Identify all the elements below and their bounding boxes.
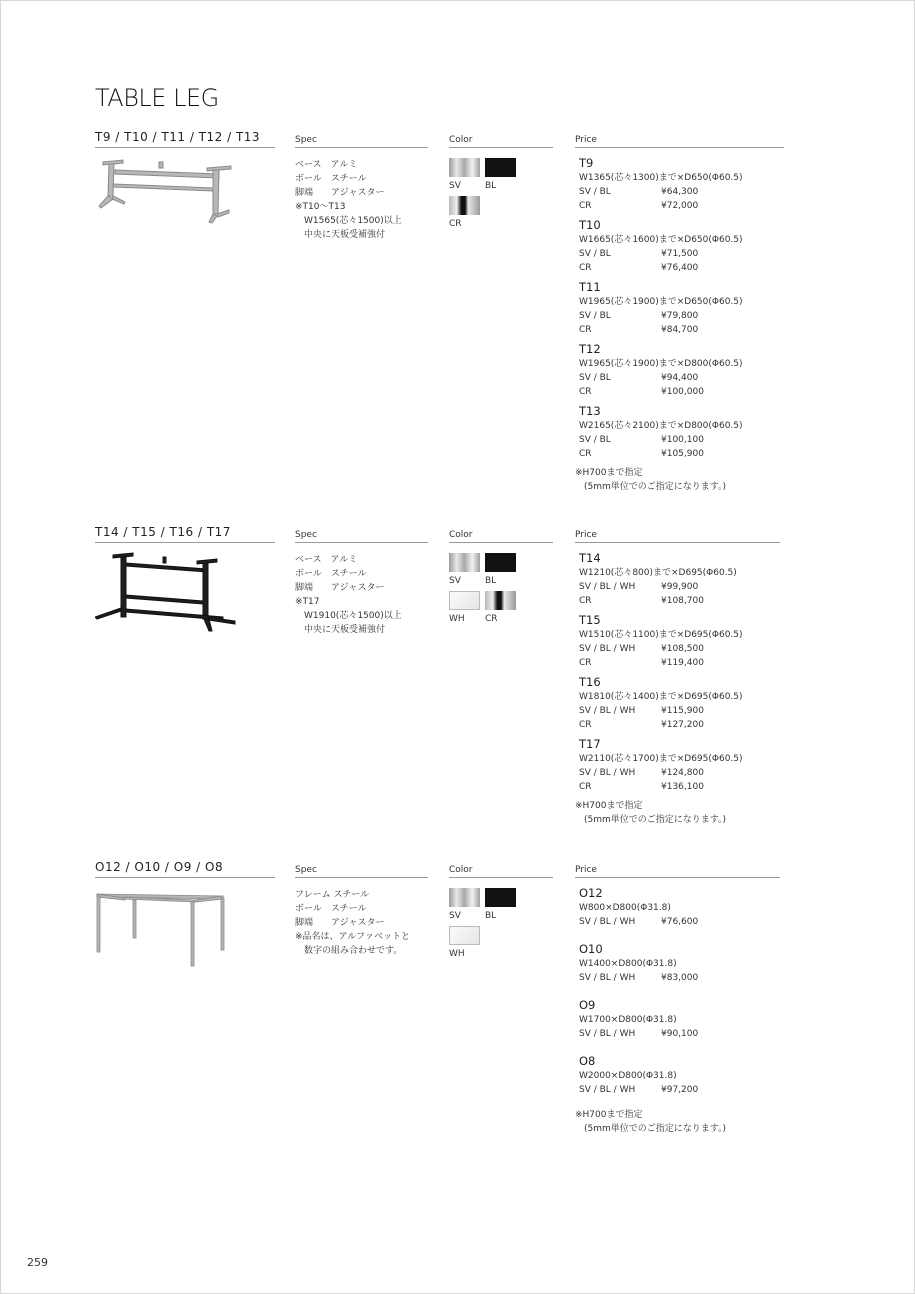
height-note: ※H700まで指定 (5mm単位でのご指定になります。) <box>575 801 727 825</box>
model-name: T15 <box>579 613 601 627</box>
finish-label: SV / BL <box>579 249 611 259</box>
page-number: 259 <box>27 1256 48 1269</box>
model-size: W2110(芯々1700)まで×D695(Φ60.5) <box>579 754 743 764</box>
price-value: ¥84,700 <box>661 325 699 335</box>
model-block <box>579 342 789 399</box>
height-note: ※H700まで指定 (5mm単位でのご指定になります。) <box>575 468 727 492</box>
swatch-label: WH <box>449 949 465 959</box>
finish-label: SV / BL / WH <box>579 706 636 716</box>
price-row <box>579 447 789 461</box>
finish-label: CR <box>579 596 592 606</box>
swatch-sv <box>449 158 480 177</box>
model-name: T13 <box>579 404 601 418</box>
swatch-label: BL <box>485 576 497 586</box>
price-header: Price <box>575 135 597 145</box>
spec-text: ベース アルミ ボール スチール 脚端 アジャスター ※T10〜T13 W1565(芯々1500)以上 中央に天板受補強付 <box>295 160 402 240</box>
model-block <box>579 886 789 929</box>
divider <box>575 542 780 543</box>
model-size: W1400×D800(Φ31.8) <box>579 959 677 969</box>
model-block <box>579 1054 789 1097</box>
model-name: T14 <box>579 551 601 565</box>
swatch-bl <box>485 553 516 572</box>
price-row <box>579 971 789 985</box>
price-value: ¥94,400 <box>661 373 699 383</box>
swatch-label: SV <box>449 576 461 586</box>
section-title: O12 / O10 / O9 / O8 <box>95 860 224 874</box>
divider <box>449 542 553 543</box>
finish-label: CR <box>579 201 592 211</box>
color-header: Color <box>449 865 473 875</box>
price-value: ¥83,000 <box>661 973 699 983</box>
model-size: W1810(芯々1400)まで×D695(Φ60.5) <box>579 692 743 702</box>
model-block <box>579 156 789 213</box>
finish-label: SV / BL / WH <box>579 768 636 778</box>
model-size: W1965(芯々1900)まで×D800(Φ60.5) <box>579 359 743 369</box>
section-o-series <box>95 860 795 1150</box>
model-name: T9 <box>579 156 594 170</box>
spec-header: Spec <box>295 530 317 540</box>
divider <box>295 542 428 543</box>
swatch-label: SV <box>449 181 461 191</box>
price-row <box>579 656 789 670</box>
finish-label: SV / BL <box>579 435 611 445</box>
swatch-sv <box>449 553 480 572</box>
divider <box>575 877 780 878</box>
finish-label: SV / BL / WH <box>579 1085 636 1095</box>
divider <box>95 147 275 148</box>
table-leg-o-series-illustration <box>95 890 227 970</box>
model-name: T17 <box>579 737 601 751</box>
price-row <box>579 580 789 594</box>
model-size: W1965(芯々1900)まで×D650(Φ60.5) <box>579 297 743 307</box>
swatch-label: BL <box>485 181 497 191</box>
price-value: ¥71,500 <box>661 249 699 259</box>
model-block <box>579 675 789 732</box>
price-value: ¥72,000 <box>661 201 699 211</box>
spec-text: ベース アルミ ボール スチール 脚端 アジャスター ※T17 W1910(芯々1500)以上 中央に天板受補強付 <box>295 555 402 635</box>
finish-label: SV / BL / WH <box>579 917 636 927</box>
price-row <box>579 309 789 323</box>
color-header: Color <box>449 530 473 540</box>
model-name: T12 <box>579 342 601 356</box>
model-name: T11 <box>579 280 601 294</box>
price-row <box>579 718 789 732</box>
price-value: ¥100,000 <box>661 387 704 397</box>
model-block <box>579 942 789 985</box>
page-title: TABLE LEG <box>95 84 219 112</box>
swatch-cr <box>449 196 480 215</box>
price-header: Price <box>575 865 597 875</box>
model-size: W800×D800(Φ31.8) <box>579 903 671 913</box>
price-value: ¥127,200 <box>661 720 704 730</box>
price-row <box>579 247 789 261</box>
model-name: O10 <box>579 942 603 956</box>
table-leg-t-series-illustration <box>95 158 235 230</box>
finish-label: SV / BL <box>579 311 611 321</box>
spec-header: Spec <box>295 135 317 145</box>
finish-label: CR <box>579 387 592 397</box>
divider <box>95 877 275 878</box>
model-size: W1665(芯々1600)まで×D650(Φ60.5) <box>579 235 743 245</box>
finish-label: SV / BL / WH <box>579 582 636 592</box>
price-row <box>579 385 789 399</box>
price-value: ¥79,800 <box>661 311 699 321</box>
model-block <box>579 280 789 337</box>
model-block <box>579 737 789 794</box>
price-row <box>579 766 789 780</box>
finish-label: SV / BL / WH <box>579 1029 636 1039</box>
price-row <box>579 594 789 608</box>
model-size: W1510(芯々1100)まで×D695(Φ60.5) <box>579 630 743 640</box>
finish-label: CR <box>579 325 592 335</box>
price-value: ¥97,200 <box>661 1085 699 1095</box>
price-row <box>579 1083 789 1097</box>
model-block <box>579 998 789 1041</box>
divider <box>95 542 275 543</box>
finish-label: CR <box>579 720 592 730</box>
finish-label: SV / BL <box>579 373 611 383</box>
divider <box>449 877 553 878</box>
price-row <box>579 433 789 447</box>
price-value: ¥99,900 <box>661 582 699 592</box>
model-name: T10 <box>579 218 601 232</box>
price-row <box>579 642 789 656</box>
price-value: ¥115,900 <box>661 706 704 716</box>
swatch-cr <box>485 591 516 610</box>
finish-label: SV / BL <box>579 187 611 197</box>
finish-label: CR <box>579 782 592 792</box>
price-row <box>579 1027 789 1041</box>
finish-label: CR <box>579 658 592 668</box>
model-block <box>579 218 789 275</box>
swatch-label: CR <box>449 219 462 229</box>
model-size: W1365(芯々1300)まで×D650(Φ60.5) <box>579 173 743 183</box>
swatch-label: CR <box>485 614 498 624</box>
model-size: W2165(芯々2100)まで×D800(Φ60.5) <box>579 421 743 431</box>
price-row <box>579 185 789 199</box>
price-row <box>579 323 789 337</box>
swatch-label: WH <box>449 614 465 624</box>
price-value: ¥136,100 <box>661 782 704 792</box>
finish-label: SV / BL / WH <box>579 973 636 983</box>
price-header: Price <box>575 530 597 540</box>
finish-label: CR <box>579 263 592 273</box>
swatch-label: SV <box>449 911 461 921</box>
finish-label: SV / BL / WH <box>579 644 636 654</box>
spec-text: フレーム スチール ボール スチール 脚端 アジャスター ※品名は、アルファベットと 数字の組み合わせです。 <box>295 890 411 956</box>
section-title: T9 / T10 / T11 / T12 / T13 <box>95 130 261 144</box>
price-row <box>579 780 789 794</box>
divider <box>295 877 428 878</box>
price-row <box>579 915 789 929</box>
color-header: Color <box>449 135 473 145</box>
swatch-bl <box>485 888 516 907</box>
divider <box>449 147 553 148</box>
swatch-wh <box>449 926 480 945</box>
model-block <box>579 551 789 608</box>
model-name: O9 <box>579 998 596 1012</box>
model-name: O12 <box>579 886 603 900</box>
price-value: ¥108,700 <box>661 596 704 606</box>
model-size: W2000×D800(Φ31.8) <box>579 1071 677 1081</box>
price-row <box>579 261 789 275</box>
price-value: ¥76,400 <box>661 263 699 273</box>
divider <box>295 147 428 148</box>
table-leg-t14-illustration <box>95 551 237 635</box>
swatch-wh <box>449 591 480 610</box>
price-value: ¥64,300 <box>661 187 699 197</box>
model-size: W1210(芯々800)まで×D695(Φ60.5) <box>579 568 737 578</box>
price-value: ¥76,600 <box>661 917 699 927</box>
price-value: ¥105,900 <box>661 449 704 459</box>
section-t14-t17 <box>95 525 795 845</box>
model-block <box>579 613 789 670</box>
spec-header: Spec <box>295 865 317 875</box>
swatch-bl <box>485 158 516 177</box>
swatch-sv <box>449 888 480 907</box>
price-value: ¥119,400 <box>661 658 704 668</box>
height-note: ※H700まで指定 (5mm単位でのご指定になります。) <box>575 1110 727 1134</box>
swatch-label: BL <box>485 911 497 921</box>
price-row <box>579 371 789 385</box>
price-value: ¥90,100 <box>661 1029 699 1039</box>
price-row <box>579 704 789 718</box>
model-name: T16 <box>579 675 601 689</box>
section-title: T14 / T15 / T16 / T17 <box>95 525 231 539</box>
model-name: O8 <box>579 1054 596 1068</box>
price-value: ¥124,800 <box>661 768 704 778</box>
price-value: ¥108,500 <box>661 644 704 654</box>
price-value: ¥100,100 <box>661 435 704 445</box>
section-t9-t13 <box>95 130 795 510</box>
finish-label: CR <box>579 449 592 459</box>
model-size: W1700×D800(Φ31.8) <box>579 1015 677 1025</box>
divider <box>575 147 784 148</box>
price-row <box>579 199 789 213</box>
model-block <box>579 404 789 461</box>
